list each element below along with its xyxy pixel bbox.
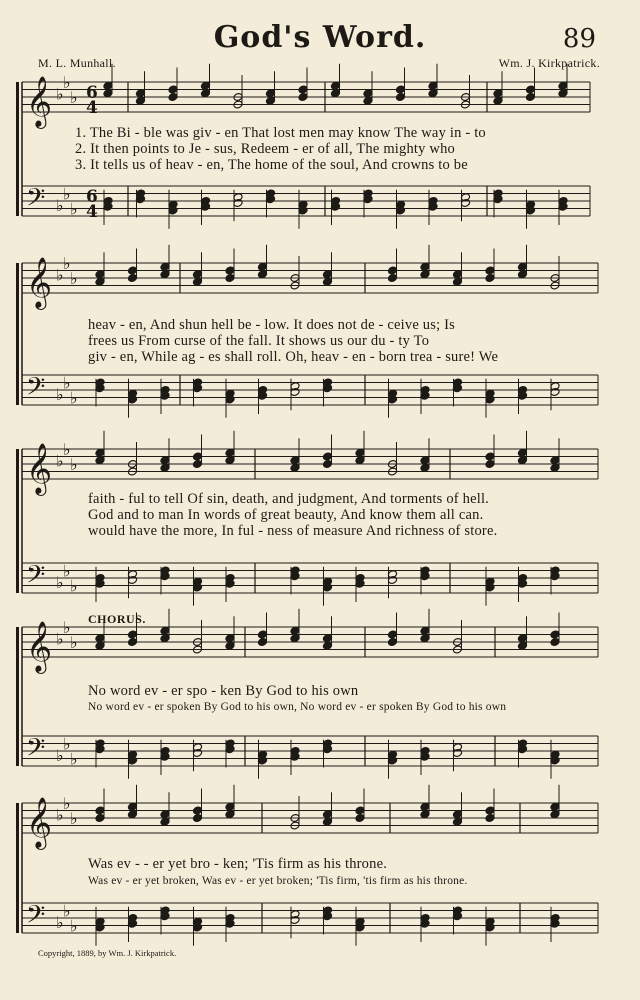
flat-sign: ♭ — [56, 745, 64, 765]
flat-sign: ♭ — [56, 629, 64, 649]
time-signature: 6 — [86, 187, 98, 207]
lyricist-credit: M. L. Munhall. — [38, 56, 116, 70]
time-signature: 4 — [86, 202, 98, 222]
time-signature: 6 — [86, 83, 98, 103]
flat-sign: ♭ — [63, 618, 71, 637]
lyric-line: Was ev - - er yet bro - ken; 'Tis firm as his throne. — [88, 856, 388, 872]
treble-clef: 𝄞 — [26, 257, 53, 308]
bass-clef: 𝄢 — [26, 372, 46, 408]
composer-credit: Wm. J. Kirkpatrick. — [498, 56, 600, 70]
flat-sign: ♭ — [70, 809, 78, 828]
flat-sign: ♭ — [63, 561, 71, 581]
bass-lyric-line: No word ev - er spoken By God to his own, No word ev - er spoken By God to his own — [88, 701, 507, 713]
flat-sign: ♭ — [70, 455, 78, 474]
flat-sign: ♭ — [70, 916, 78, 936]
copyright-notice: Copyright, 1889, by Wm. J. Kirkpatrick. — [38, 948, 177, 958]
flat-sign: ♭ — [63, 440, 71, 459]
system-brace — [16, 449, 19, 593]
treble-clef: 𝄞 — [26, 76, 53, 127]
flat-sign: ♭ — [70, 633, 78, 652]
lyric-line: No word ev - er spo - ken By God to his own — [88, 683, 359, 699]
lyric-line: would have the more, In ful - ness of measure And richness of store. — [88, 523, 498, 539]
system-brace — [16, 627, 19, 766]
page-number: 89 — [562, 24, 596, 54]
flat-sign: ♭ — [70, 749, 78, 769]
flat-sign: ♭ — [56, 451, 64, 471]
treble-clef: 𝄞 — [26, 797, 53, 848]
lyric-line: frees us From curse of the fall. It shows us our du - ty To — [88, 333, 430, 349]
flat-sign: ♭ — [56, 805, 64, 825]
flat-sign: ♭ — [63, 373, 71, 393]
flat-sign: ♭ — [63, 73, 71, 92]
flat-sign: ♭ — [63, 184, 71, 204]
flat-sign: ♭ — [56, 84, 64, 104]
lyric-line: giv - en, While ag - es shall roll. Oh, heav - en - born trea - sure! We — [88, 349, 499, 365]
chorus-label: CHORUS. — [88, 612, 146, 626]
bass-clef: 𝄢 — [26, 560, 46, 596]
flat-sign: ♭ — [70, 269, 78, 288]
treble-clef: 𝄞 — [26, 443, 53, 494]
bass-clef: 𝄢 — [26, 183, 46, 219]
flat-sign: ♭ — [70, 88, 78, 107]
system-brace — [16, 803, 19, 933]
flat-sign: ♭ — [63, 734, 71, 754]
lyric-line: heav - en, And shun hell be - low. It does not de - ceive us; Is — [88, 317, 456, 333]
system-brace — [16, 82, 19, 216]
flat-sign: ♭ — [63, 794, 71, 813]
flat-sign: ♭ — [70, 576, 78, 596]
flat-sign: ♭ — [56, 195, 64, 215]
flat-sign: ♭ — [56, 384, 64, 404]
time-signature: 4 — [86, 98, 98, 118]
lyric-line: 1. The Bi - ble was giv - en That lost men may know The way in - to — [75, 125, 486, 141]
flat-sign: ♭ — [70, 388, 78, 408]
flat-sign: ♭ — [70, 199, 78, 219]
bass-clef: 𝄢 — [26, 733, 46, 769]
hymn-title: God's Word. — [213, 20, 427, 55]
lyric-line: 2. It then points to Je - sus, Redeem - er of all, The mighty who — [75, 141, 456, 157]
flat-sign: ♭ — [63, 901, 71, 921]
lyric-line: 3. It tells us of heav - en, The home of the soul, And crowns to be — [75, 157, 468, 173]
treble-clef: 𝄞 — [26, 621, 53, 672]
bass-clef: 𝄢 — [26, 900, 46, 936]
lyric-line: God and to man In words of great beauty, And know them all can. — [88, 507, 484, 523]
system-brace — [16, 263, 19, 405]
flat-sign: ♭ — [56, 572, 64, 592]
bass-lyric-line: Was ev - er yet broken, Was ev - er yet broken; 'Tis firm, 'tis firm as his throne. — [88, 875, 468, 887]
flat-sign: ♭ — [56, 912, 64, 932]
lyric-line: faith - ful to tell Of sin, death, and judgment, And torments of hell. — [88, 491, 489, 507]
flat-sign: ♭ — [56, 265, 64, 285]
flat-sign: ♭ — [63, 254, 71, 273]
